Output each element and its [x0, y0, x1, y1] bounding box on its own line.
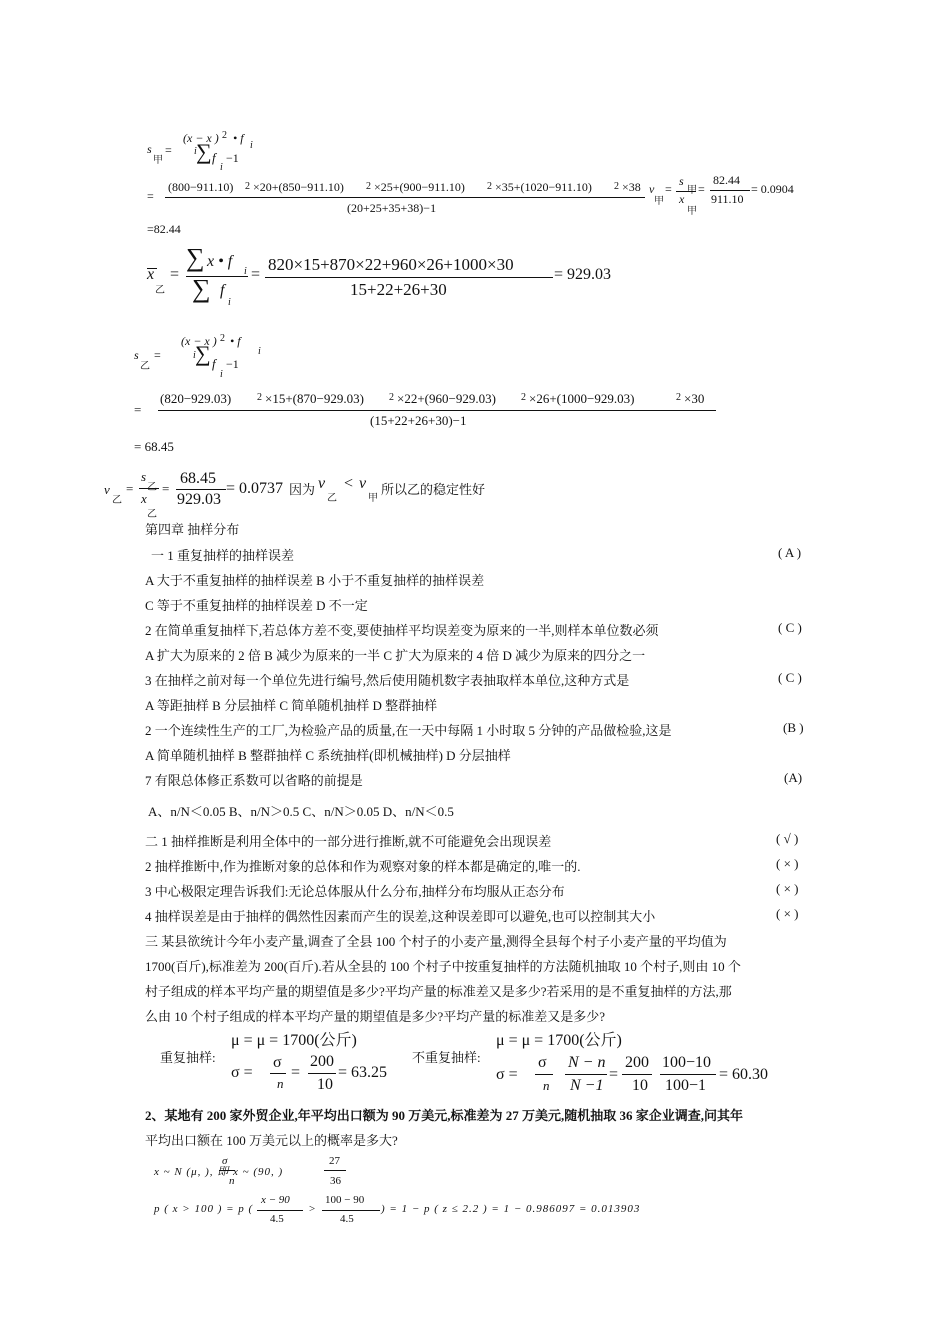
equals-sign: =	[154, 348, 161, 362]
cv-yi-value-numerator: 68.45	[180, 470, 216, 487]
cv-yi-numerator-sub: 乙	[147, 482, 157, 493]
n-symbol: n	[543, 1078, 550, 1093]
fraction-bar	[257, 1210, 303, 1211]
tf-question: 3 中心极限定理告诉我们:无论总体服从什么分布,抽样分布均服从正态分布	[145, 884, 565, 899]
s-yi-symbol: s	[134, 348, 139, 362]
problem-3-text: 么由 10 个村子组成的样本平均产量的期望值是多少?平均产量的标准差又是多少?	[145, 1009, 606, 1024]
minus-one: −1	[226, 151, 239, 165]
term-850: ×20+(850−911.10)	[253, 180, 344, 194]
equals-sign: =	[665, 182, 672, 196]
repeat-result: = 63.25	[338, 1064, 388, 1081]
xbar-result: = 929.03	[554, 266, 612, 283]
exponent-2: 2	[222, 130, 227, 141]
value-10: 10	[317, 1076, 333, 1093]
mc-options: C 等于不重复抽样的抽样误差 D 不一定	[145, 598, 368, 613]
equals-sign: =	[251, 266, 261, 283]
problem-2-text: 平均出口额在 100 万美元以上的概率是多大?	[145, 1133, 398, 1148]
probability-result: ) = 1 − p ( z ≤ 2.2 ) = 1 − 0.986097 = 0.013903	[381, 1203, 641, 1215]
problem-3-text: 三 某县欲统计今年小麦产量,调查了全县 100 个村子的小麦产量,测得全县每个村子小麦产量的平均值为	[145, 934, 727, 949]
subscript-i: i	[244, 266, 247, 277]
fraction-bar	[158, 410, 716, 411]
denominator-jia: (20+25+35+38)−1	[347, 201, 437, 215]
xbar-numerator: 820×15+870×22+960×26+1000×30	[268, 255, 514, 274]
because-text: 因为	[289, 482, 316, 497]
summation-sign: ∑	[186, 243, 205, 272]
term-1020: ×35+(1020−911.10)	[495, 180, 592, 194]
mc-answer: ( C )	[778, 620, 802, 635]
z-denominator: 4.5	[270, 1213, 284, 1225]
minus-one: −1	[226, 357, 239, 371]
exponent-2: 2	[614, 181, 619, 192]
exponent-2: 2	[487, 181, 492, 192]
mc-options: A 等距抽样 B 分层抽样 C 简单随机抽样 D 整群抽样	[145, 698, 438, 713]
mc-answer: (A)	[784, 770, 803, 785]
v-jia-subscript: 甲	[654, 196, 664, 207]
probability-calculation: p ( x > 100 ) = p (	[154, 1203, 254, 1215]
s-jia-result: =82.44	[147, 222, 181, 236]
fraction-bar	[622, 1074, 652, 1075]
cv-yi-denominator-x: x	[141, 491, 147, 506]
v-jia-symbol: v	[649, 182, 655, 196]
no-repeat-sampling-label: 不重复抽样:	[412, 1050, 481, 1065]
exponent-2: 2	[366, 181, 371, 192]
tf-answer: ( × )	[776, 881, 799, 896]
N-minus-n: N − n	[568, 1054, 606, 1071]
tf-answer: ( × )	[776, 856, 799, 871]
cv-denominator-x: x	[679, 192, 685, 206]
mc-options: A、n/N＜0.05 B、n/N＞0.5 C、n/N＞0.05 D、n/N＜0.5	[148, 804, 454, 819]
sigma-symbol: σ	[222, 1155, 228, 1167]
mc-question: 一 1 重复抽样的抽样误差	[151, 548, 295, 563]
mc-answer: ( A )	[778, 545, 802, 560]
term-870: ×15+(870−929.03)	[265, 391, 364, 406]
value-100-minus-1: 100−1	[665, 1077, 707, 1094]
cv-denominator-sub: 甲	[687, 206, 697, 217]
times-f: • f	[230, 334, 241, 348]
sigma-symbol: σ	[273, 1054, 282, 1071]
z-value-denominator: 4.5	[340, 1213, 354, 1225]
equals-sign: =	[162, 481, 170, 496]
mc-question: 2 一个连续性生产的工厂,为检验产品的质量,在一天中每隔 1 小时取 5 分钟的产品做检验,这是	[145, 723, 672, 738]
subscript-i: i	[228, 297, 231, 308]
mc-options: A 简单随机抽样 B 整群抽样 C 系统抽样(即机械抽样) D 分层抽样	[145, 748, 511, 763]
N-minus-1: N −1	[570, 1077, 604, 1094]
no-repeat-result: = 60.30	[719, 1066, 769, 1083]
equals-sign: =	[291, 1064, 301, 1081]
n-symbol: n	[229, 1175, 235, 1187]
exponent-2: 2	[389, 392, 394, 403]
s-yi-result: = 68.45	[134, 439, 174, 454]
xbar-yi-symbol: x	[147, 266, 155, 283]
numerator-deviation: (x − x )	[181, 334, 217, 348]
equals-sign: =	[134, 402, 142, 417]
fraction-bar	[660, 1074, 716, 1075]
term-38: ×38	[622, 180, 641, 194]
fraction-bar	[565, 1074, 607, 1075]
chapter-title: 第四章 抽样分布	[145, 522, 240, 537]
subscript-i: i	[194, 146, 197, 157]
exponent-2: 2	[521, 392, 526, 403]
numerator-deviation: (x − x )	[183, 131, 219, 145]
exponent-2: 2	[257, 392, 262, 403]
equals-sign: =	[147, 189, 154, 203]
tf-question: 4 抽样误差是由于抽样的偶然性因素而产生的误差,这种误差即可以避免,也可以控制其大小	[145, 909, 656, 924]
mc-answer: (B )	[783, 720, 804, 735]
cv-yi-numerator-s: s	[141, 469, 147, 484]
sum-x-f: x • f	[207, 253, 233, 270]
z-numerator: x − 90	[261, 1194, 290, 1206]
s-jia-symbol: s	[147, 142, 152, 156]
denominator-yi: (15+22+26+30)−1	[370, 413, 467, 428]
fraction-bar	[322, 1210, 380, 1211]
v-yi-compare-sub: 乙	[327, 493, 337, 504]
cv-yi-result: = 0.0737	[226, 480, 284, 497]
term-900: ×25+(900−911.10)	[374, 180, 465, 194]
value-200: 200	[625, 1054, 649, 1071]
tf-answer: ( × )	[776, 906, 799, 921]
summation-sign: ∑	[195, 341, 211, 366]
greater-than-sign: >	[309, 1203, 316, 1215]
fraction-bar	[139, 488, 159, 489]
subscript-i: i	[258, 346, 261, 357]
cv-value-denominator: 911.10	[711, 192, 744, 206]
tf-question: 2 抽样推断中,作为推断对象的总体和作为观察对象的样本都是确定的,唯一的.	[145, 859, 581, 874]
cv-value-numerator: 82.44	[713, 173, 740, 187]
sum-f: f	[220, 282, 225, 299]
cv-yi-value-denominator: 929.03	[177, 491, 221, 508]
cv-yi-denominator-sub: 乙	[147, 509, 157, 520]
sampling-distribution: x ~ N (μ, ), 即 x ~ (90, )	[154, 1166, 284, 1178]
mc-options: A 大于不重复抽样的抽样误差 B 小于不重复抽样的抽样误差	[145, 573, 485, 588]
repeat-sampling-label: 重复抽样:	[160, 1050, 216, 1065]
mc-question: 2 在简单重复抽样下,若总体方差不变,要使抽样平均误差变为原来的一半,则样本单位数必须	[145, 623, 659, 638]
times-f: • f	[233, 131, 244, 145]
problem-3-text: 1700(百斤),标准差为 200(百斤).若从全县的 100 个村子中按重复抽样的方法随机抽取 10 个村子,则由 10 个	[145, 959, 741, 974]
equals-sign: =	[609, 1066, 619, 1083]
term-1000: ×26+(1000−929.03)	[529, 391, 635, 406]
v-yi-compare: v	[318, 475, 326, 492]
summation-sign: ∑	[196, 139, 212, 164]
subscript-i: i	[220, 162, 223, 173]
conclusion-text: 所以乙的稳定性好	[381, 482, 486, 497]
sigma-xbar: σ =	[231, 1064, 253, 1081]
problem-3-text: 村子组成的样本平均产量的期望值是多少?平均产量的标准差又是多少?若采用的是不重复抽样的方法,那	[145, 984, 732, 999]
v-jia-compare: v	[359, 475, 367, 492]
problem-2-text: 2、某地有 200 家外贸企业,年平均出口额为 90 万美元,标准差为 27 万美元,随机抽取 36 家企业调查,问其年	[145, 1108, 744, 1123]
cv-jia-result: = 0.0904	[751, 182, 794, 196]
mu-equation: μ = μ = 1700(公斤)	[496, 1032, 622, 1049]
value-27: 27	[329, 1155, 340, 1167]
value-100-minus-10: 100−10	[662, 1054, 712, 1071]
value-36: 36	[330, 1175, 341, 1187]
term-960: ×22+(960−929.03)	[397, 391, 496, 406]
z-value-numerator: 100 − 90	[325, 1194, 365, 1206]
sigma-symbol: σ	[538, 1054, 547, 1071]
subscript-i: i	[220, 369, 223, 380]
term-820: (820−929.03)	[160, 391, 232, 406]
equals-sign: =	[165, 143, 172, 157]
value-10: 10	[632, 1077, 648, 1094]
v-yi-symbol: v	[104, 482, 110, 497]
cv-numerator-sub: 甲	[687, 185, 697, 196]
mc-options: A 扩大为原来的 2 倍 B 减少为原来的一半 C 扩大为原来的 4 倍 D 减少为原来的四分之一	[145, 648, 646, 663]
n-symbol: n	[277, 1076, 284, 1091]
less-than-sign: <	[344, 475, 354, 492]
s-yi-subscript: 乙	[140, 361, 150, 372]
fraction-bar	[710, 190, 750, 191]
fraction-bar	[165, 197, 645, 198]
exponent-2: 2	[245, 181, 250, 192]
subscript-i: i	[193, 350, 196, 361]
sigma-xbar: σ =	[496, 1066, 518, 1083]
tf-question: 二 1 抽样推断是利用全体中的一部分进行推断,就不可能避免会出现误差	[145, 834, 552, 849]
v-yi-subscript: 乙	[112, 495, 122, 506]
xbar-denominator: 15+22+26+30	[350, 280, 447, 299]
v-jia-compare-sub: 甲	[368, 493, 378, 504]
f-symbol: f	[212, 150, 216, 165]
equals-sign: =	[126, 481, 134, 496]
term-800: (800−911.10)	[168, 180, 234, 194]
exponent-2: 2	[220, 333, 225, 344]
mc-question: 7 有限总体修正系数可以省略的前提是	[145, 773, 363, 788]
summation-sign: ∑	[192, 274, 211, 303]
tf-answer: ( √ )	[776, 831, 799, 846]
equals-sign: =	[170, 266, 180, 283]
fraction-bar	[270, 1073, 286, 1074]
mc-question: 3 在抽样之前对每一个单位先进行编号,然后使用随机数字表抽取样本单位,这种方式是	[145, 673, 630, 688]
fraction-bar	[219, 1170, 235, 1171]
fraction-bar	[308, 1073, 336, 1074]
mu-equation: μ = μ = 1700(公斤)	[231, 1032, 357, 1049]
fraction-bar	[324, 1170, 346, 1171]
xbar-yi-subscript: 乙	[155, 285, 165, 296]
s-jia-subscript: 甲	[153, 155, 163, 166]
equals-sign: =	[698, 182, 705, 196]
subscript-i: i	[250, 140, 253, 151]
fraction-bar	[265, 277, 553, 278]
fraction-bar	[176, 489, 226, 490]
term-30: ×30	[684, 391, 705, 406]
mc-answer: ( C )	[778, 670, 802, 685]
fraction-bar	[535, 1074, 553, 1075]
exponent-2: 2	[676, 392, 681, 403]
f-symbol: f	[212, 356, 216, 371]
overline	[147, 268, 157, 269]
value-200: 200	[310, 1053, 334, 1070]
cv-numerator-s: s	[679, 174, 684, 188]
